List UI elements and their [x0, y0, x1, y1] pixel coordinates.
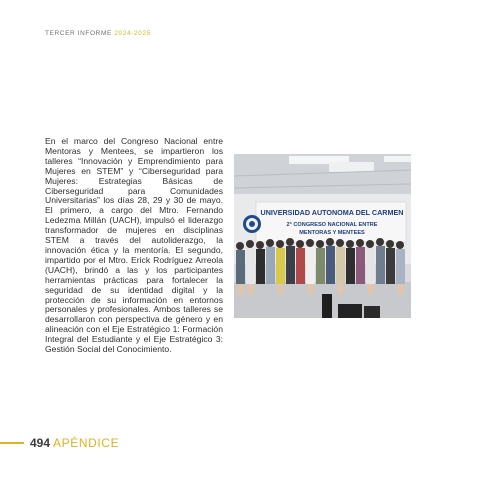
- page-number: 494: [30, 436, 51, 450]
- footer-rule: [0, 442, 24, 444]
- banner-line-1: 2° CONGRESO NACIONAL ENTRE: [286, 222, 378, 228]
- header-years: 2024-2025: [114, 30, 151, 37]
- banner-line-2: MENTORAS Y MENTEES: [299, 230, 365, 236]
- header-label: TERCER INFORME: [45, 30, 112, 37]
- body-paragraph: En el marco del Congreso Nacional entre Mentoras y Mentees, se impartieron los talleres “Innovación y Emprendimiento para Mujeres en STEM” y “Ciberseguridad para Mujeres: Estrategias Básicas de Ciberseguridad para Comunidades Universitarias” los días 28, 29 y 30 de mayo. El primero, a cargo del Mtro. Fernando Ledezma Millán (UACH), impulsó el liderazgo transformador de mujeres en disciplinas STEM a través del autoliderazgo, la innovación ética y la mentoría. El segundo, impartido por el Mtro. Erick Rodríguez Arreola (UACH), brindó a las y los participantes herramientas prácticas para fortalecer la seguridad de su identidad digital y la protección de su información en entornos personales y profesionales. Ambos talleres se desarrollaron con perspectiva de género y en alineación con el Eje Estratégico 1: Formación Integral del Estudiante y el Eje Estratégico 3: Gestión Social del Conocimiento.: [45, 136, 223, 355]
- running-header: [45, 30, 151, 37]
- banner-title: UNIVERSIDAD AUTONOMA DEL CARMEN: [260, 208, 404, 217]
- group-photo: [234, 154, 411, 318]
- group-photo-illustration: [234, 154, 411, 318]
- page-footer: [0, 436, 160, 450]
- section-name: APÉNDICE: [53, 436, 120, 450]
